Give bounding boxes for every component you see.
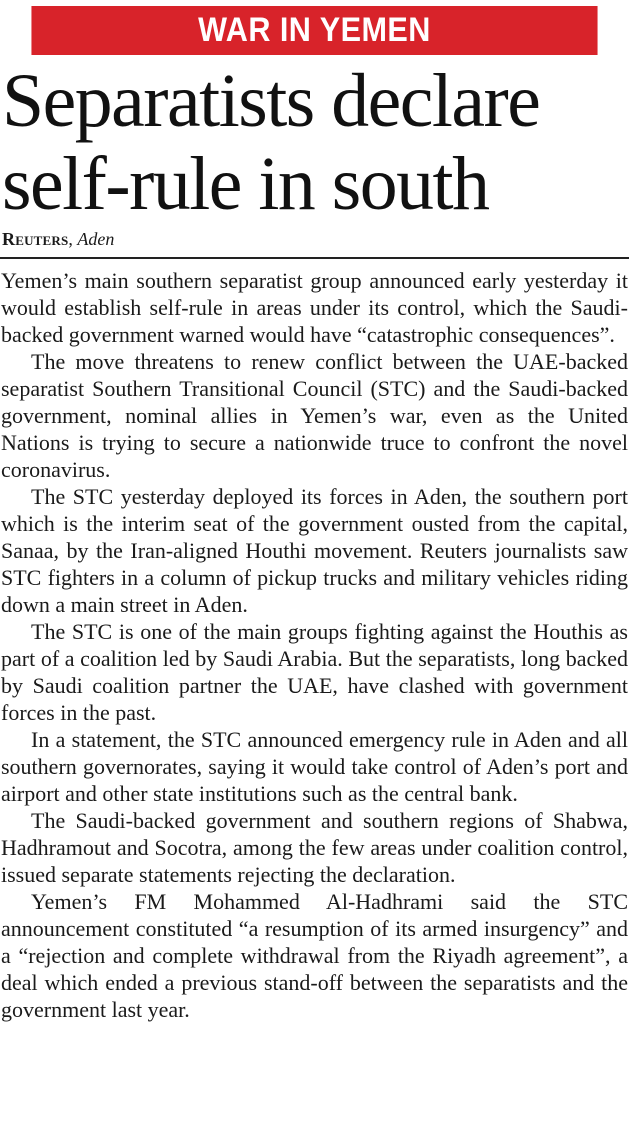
byline-separator: , xyxy=(68,229,78,249)
article-paragraph: In a statement, the STC announced emergency rule in Aden and all southern governorates, saying it would take control of Aden’s port and airport and other state institutions such as the central bank. xyxy=(1,727,628,806)
byline-place: Aden xyxy=(77,229,115,249)
article-paragraph: Yemen’s main southern separatist group announced early yesterday it would establish self-rule in areas under its control, which the Saudi-backed government warned would have “catastrophic consequences”. xyxy=(1,268,628,347)
article-paragraph: The move threatens to renew conflict between the UAE-backed separatist Southern Transitional Council (STC) and the Saudi-backed government, nominal allies in Yemen’s war, even as the United Nations is trying to secure a nationwide truce to confront the novel coronavirus. xyxy=(1,349,628,482)
section-kicker: WAR IN YEMEN xyxy=(31,6,597,55)
article-paragraph: The STC is one of the main groups fighting against the Houthis as part of a coalition led by Saudi Arabia. But the separatists, long backed by Saudi coalition partner the UAE, have clashed with government forces in the past. xyxy=(1,619,628,725)
article-paragraph: The Saudi-backed government and southern regions of Shabwa, Hadhramout and Socotra, among the few areas under coalition control, issued separate statements rejecting the declaration. xyxy=(1,808,628,887)
article-paragraph: Yemen’s FM Mohammed Al-Hadhrami said the STC announcement constituted “a resumption of its armed insurgency” and a “rejection and complete withdrawal from the Riyadh agreement”, a deal which ended a previous stand-off between the separatists and the government last year. xyxy=(1,889,628,1022)
headline-line-1: Separatists declare xyxy=(2,59,540,143)
headline-line-2: self-rule in south xyxy=(2,142,489,226)
byline-divider xyxy=(0,257,629,259)
article-body xyxy=(1,267,628,1023)
article-paragraph: The STC yesterday deployed its forces in Aden, the southern port which is the interim seat of the government ousted from the capital, Sanaa, by the Iran-aligned Houthi movement. Reuters journalists saw STC fighters in a column of pickup trucks and military vehicles riding down a main street in Aden. xyxy=(1,484,628,617)
headline xyxy=(2,60,629,226)
byline xyxy=(2,228,114,250)
byline-agency: Reuters xyxy=(2,229,69,249)
